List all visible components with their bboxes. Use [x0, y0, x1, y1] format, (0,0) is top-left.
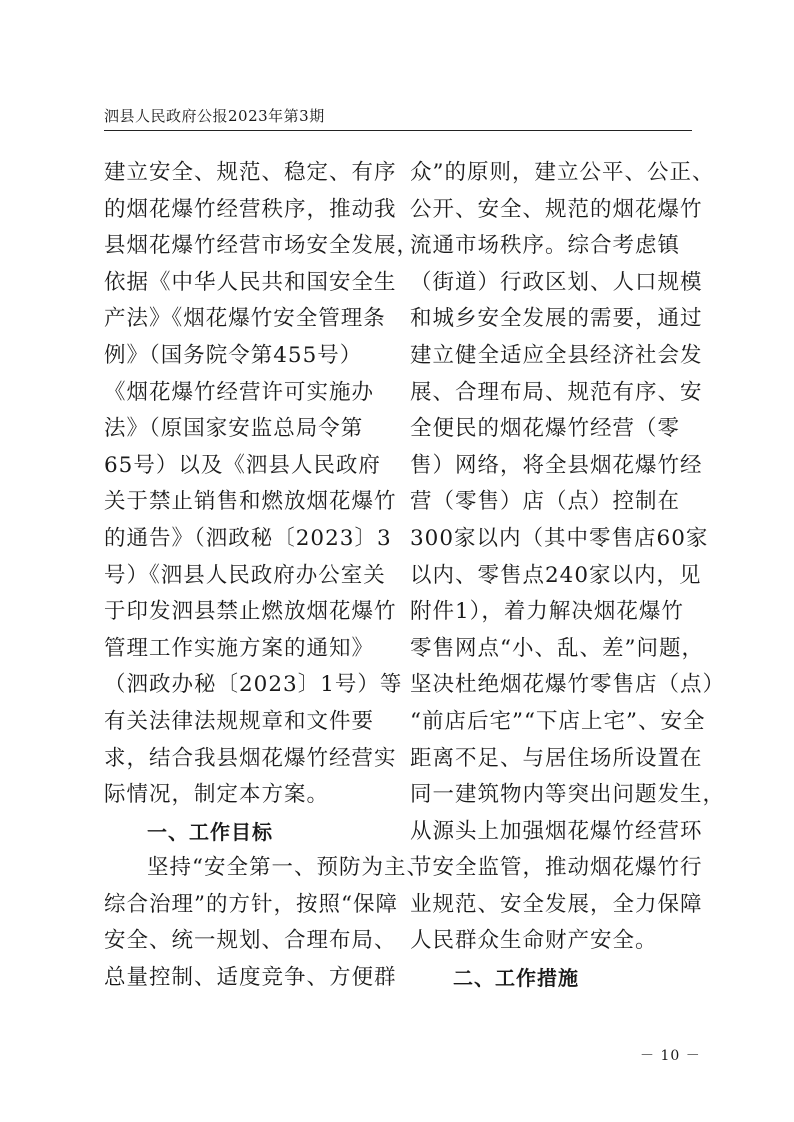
text-line: （泗政办秘〔2023〕1号）等 — [104, 672, 403, 698]
text-line: 业规范、安全发展，全力保障 — [410, 891, 703, 917]
text-line: 以内、零售点240家以内，见 — [410, 562, 702, 588]
text-line: 公开、安全、规范的烟花爆竹 — [410, 196, 703, 222]
text-line: 总量控制、适度竞争、方便群 — [104, 965, 397, 991]
text-line: 流通市场秩序。综合考虑镇 — [410, 233, 681, 259]
section-heading-goals: 一、工作目标 — [147, 819, 273, 844]
text-line: 售）网络，将全县烟花爆竹经 — [410, 452, 703, 478]
text-line: 关于禁止销售和燃放烟花爆竹 — [104, 489, 397, 515]
text-line: 展、合理布局、规范有序、安 — [410, 379, 703, 405]
text-line: 依据《中华人民共和国安全生 — [104, 269, 397, 295]
text-line: 距离不足、与居住场所设置在 — [410, 745, 703, 771]
text-line: 零售网点“小、乱、差”问题， — [410, 635, 704, 661]
text-line: 附件1），着力解决烟花爆竹 — [410, 599, 684, 625]
page-number: － 10 － — [640, 1048, 701, 1064]
text-line: 号）《泗县人民政府办公室关 — [104, 562, 386, 588]
text-line: 坚持“安全第一、预防为主、 — [147, 855, 429, 881]
text-line: 节安全监管，推动烟花爆竹行 — [410, 855, 703, 881]
text-line: 人民群众生命财产安全。 — [410, 928, 658, 954]
text-line: 坚决杜绝烟花爆竹零售店（点） — [410, 672, 726, 698]
text-line: 安全、统一规划、合理布局、 — [104, 928, 397, 954]
text-line: 例》（国务院令第455号） — [104, 342, 363, 368]
text-line: 建立安全、规范、稳定、有序 — [104, 160, 397, 185]
text-line: 建立健全适应全县经济社会发 — [410, 342, 703, 368]
text-line: （街道）行政区划、人口规模 — [410, 269, 703, 295]
text-line: 65号）以及《泗县人民政府 — [104, 452, 381, 478]
text-line: 营（零售）店（点）控制在 — [410, 489, 681, 515]
text-line: 众”的原则，建立公平、公正、 — [410, 160, 715, 185]
text-line: 产法》《烟花爆竹安全管理条 — [104, 306, 386, 332]
section-heading-measures: 二、工作措施 — [453, 966, 579, 991]
text-line: 的通告》（泗政秘〔2023〕3 — [104, 525, 392, 551]
text-line: 综合治理”的方针，按照“保障 — [104, 891, 398, 917]
text-line: 《烟花爆竹经营许可实施办 — [104, 379, 375, 405]
text-line: 于印发泗县禁止燃放烟花爆竹 — [104, 599, 397, 625]
text-line: 求，结合我县烟花爆竹经营实 — [104, 745, 397, 771]
text-line: 法》（原国家安监总局令第 — [104, 416, 364, 442]
text-line: “前店后宅”“下店上宅”、安全 — [410, 708, 706, 734]
text-line: 从源头上加强烟花爆竹经营环 — [410, 818, 703, 844]
text-line: 同一建筑物内等突出问题发生， — [410, 782, 726, 808]
text-line: 县烟花爆竹经营市场安全发展， — [104, 233, 420, 259]
text-line: 全便民的烟花爆竹经营（零 — [410, 416, 681, 442]
right-column — [410, 155, 726, 997]
text-line: 的烟花爆竹经营秩序，推动我 — [104, 196, 397, 222]
left-column — [104, 155, 429, 997]
text-line: 有关法律法规规章和文件要 — [104, 708, 375, 734]
header-rule — [104, 130, 692, 131]
page-header: 泗县人民政府公报2023年第3期 — [104, 107, 325, 125]
text-line: 和城乡安全发展的需要，通过 — [410, 306, 703, 332]
text-line: 300家以内（其中零售店60家 — [410, 525, 709, 551]
text-line: 管理工作实施方案的通知》 — [104, 635, 375, 661]
text-line: 际情况，制定本方案。 — [104, 782, 330, 808]
